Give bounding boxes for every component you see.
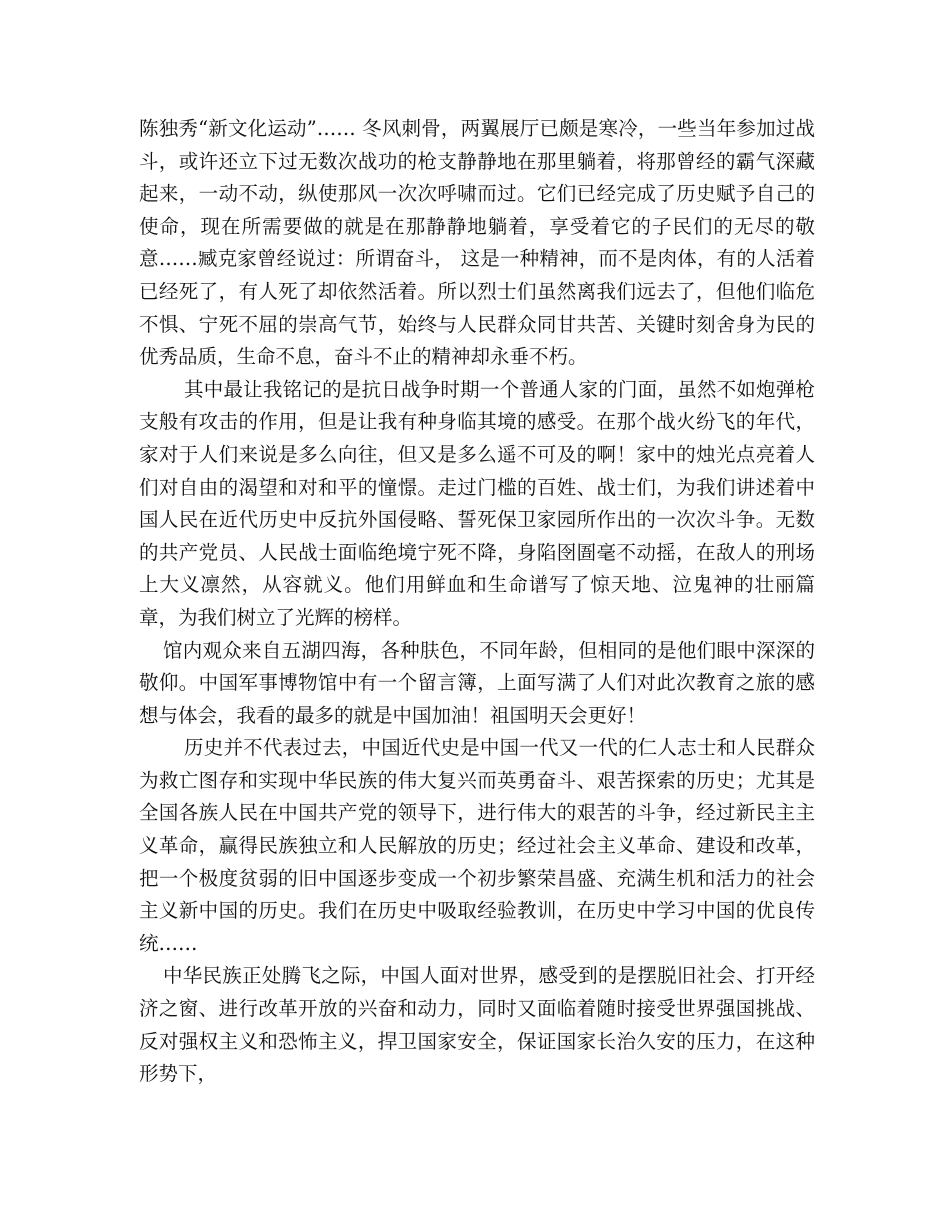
paragraph-1: 陈独秀“新文化运动”…… 冬风刺骨，两翼展厅已颇是寒冷，一些当年参加过战斗，或许还立下过无数次战功的枪支静静地在那里躺着，将那曾经的霸气深藏起来，一动不动，纵使那风一次次呼啸而过。它们已经完成了历史赋予自己的使命，现在所需要做的就是在那静静地躺着，享受着它的子民们的无尽的敬意……臧克家曾经说过：所谓奋斗， 这是一种精神，而不是肉体，有的人活着已经死了，有人死了却依然活着。所以烈士们虽然离我们远去了，但他们临危不惧、宁死不屈的崇高气节，始终与人民群众同甘共苦、关键时刻舍身为民的优秀品质，生命不息，奋斗不止的精神却永垂不朽。 [139,117,815,369]
paragraph-4: 历史并不代表过去，中国近代史是中国一代又一代的仁人志士和人民群众为救亡图存和实现中华民族的伟大复兴而英勇奋斗、艰苦探索的历史；尤其是全国各族人民在中国共产党的领导下，进行伟大的艰苦的斗争，经过新民主主义革命，赢得民族独立和人民解放的历史；经过社会主义革命、建设和改革，把一个极度贫弱的旧中国逐步变成一个初步繁荣昌盛、充满生机和活力的社会主义新中国的历史。我们在历史中吸取经验教训，在历史中学习中国的优良传统…… [139,736,815,955]
document-body [139,113,815,1091]
paragraph-3: 馆内观众来自五湖四海，各种肤色，不同年龄，但相同的是他们眼中深深的敬仰。中国军事博物馆中有一个留言簿，上面写满了人们对此次教育之旅的感想与体会，我看的最多的就是中国加油！祖国明天会更好！ [139,638,815,727]
paragraph-2: 其中最让我铭记的是抗日战争时期一个普通人家的门面，虽然不如炮弹枪支般有攻击的作用，但是让我有种身临其境的感受。在那个战火纷飞的年代，家对于人们来说是多么向往，但又是多么遥不可及的啊！家中的烛光点亮着人们对自由的渴望和对和平的憧憬。走过门槛的百姓、战士们，为我们讲述着中国人民在近代历史中反抗外国侵略、誓死保卫家园所作出的一次次斗争。无数的共产党员、人民战士面临绝境宁死不降，身陷囹圄毫不动摇，在敌人的刑场上大义凛然，从容就义。他们用鲜血和生命谱写了惊天地、泣鬼神的壮丽篇章，为我们树立了光辉的榜样。 [139,377,815,629]
paragraph-5: 中华民族正处腾飞之际，中国人面对世界，感受到的是摆脱旧社会、打开经济之窗、进行改革开放的兴奋和动力，同时又面临着随时接受世界强国挑战、反对强权主义和恐怖主义，捍卫国家安全，保证国家长治久安的压力，在这种形势下， [139,964,815,1086]
